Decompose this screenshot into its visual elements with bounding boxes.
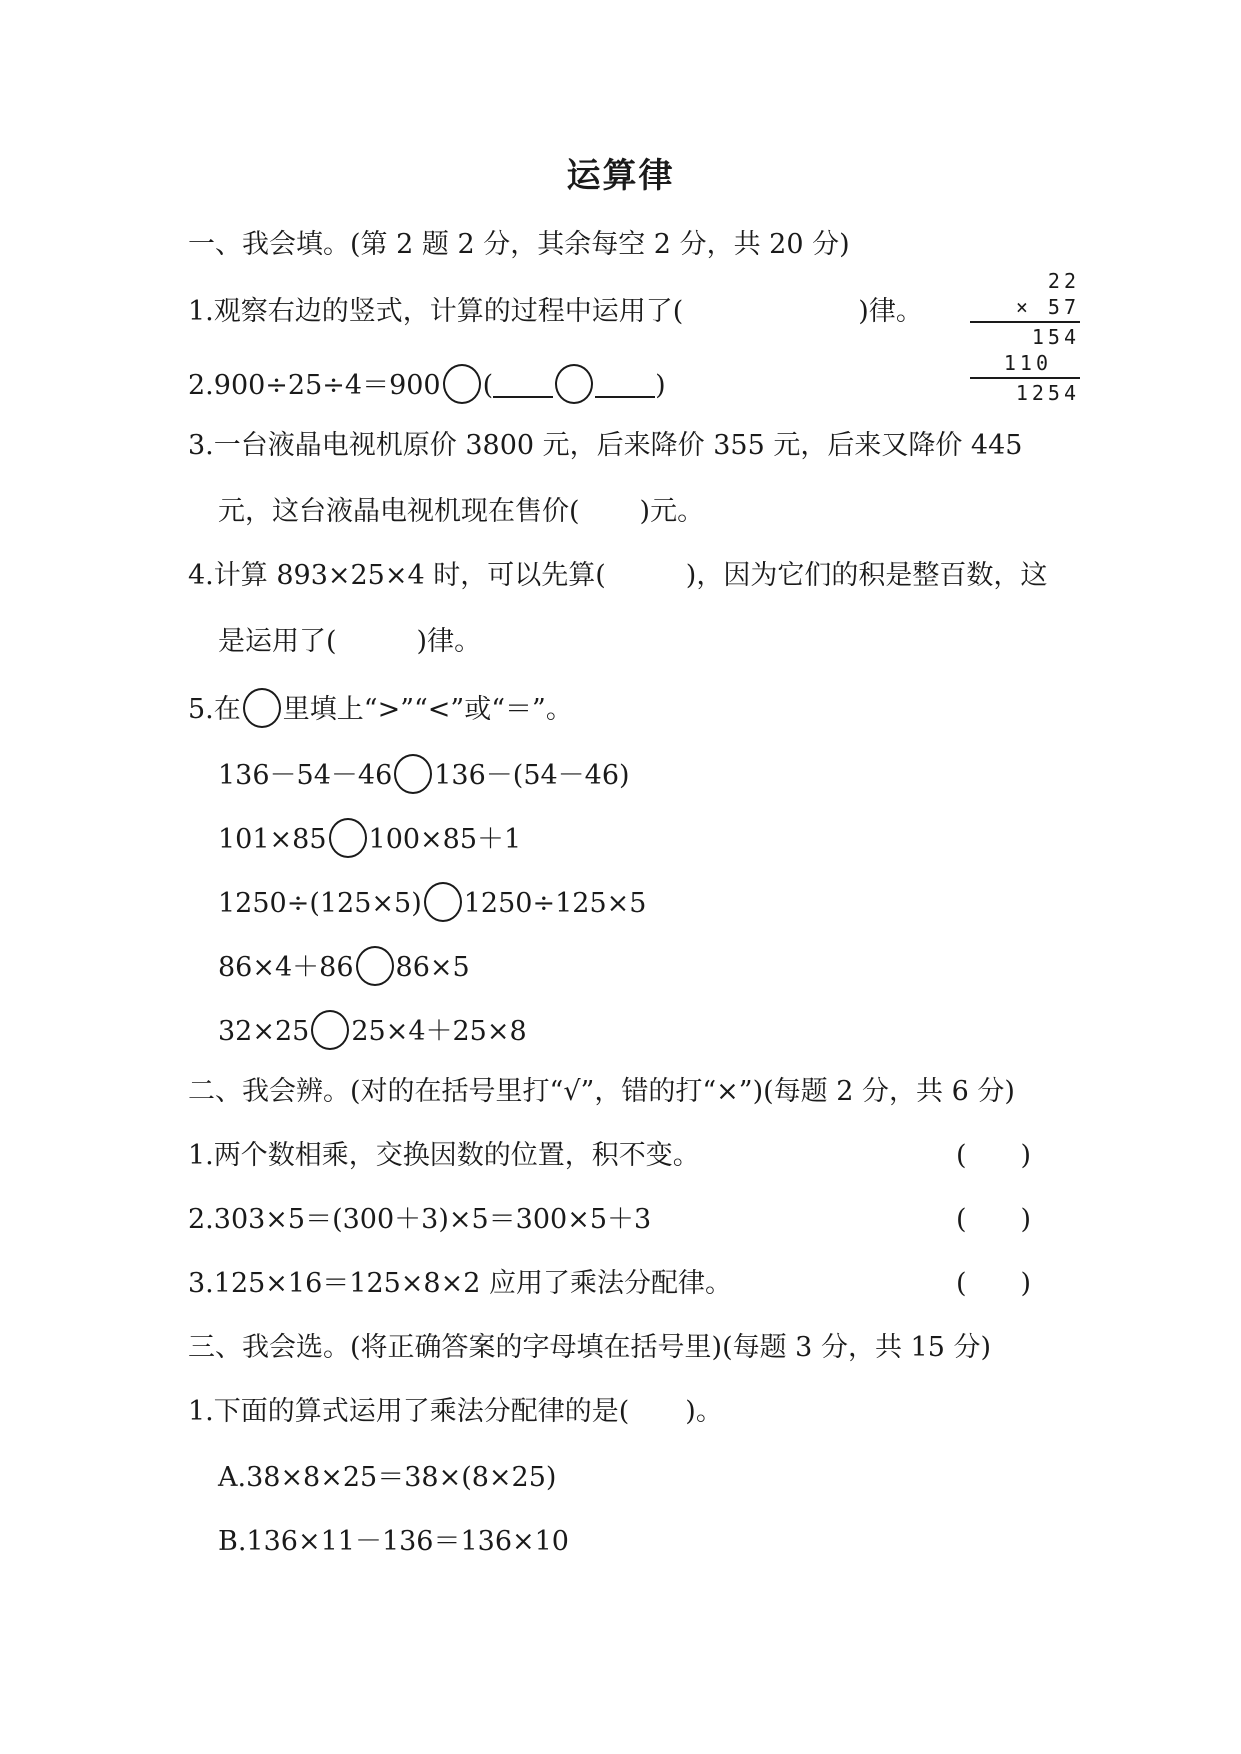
compare-circle[interactable] — [311, 1010, 349, 1050]
q3-1-text-pre: 1.下面的算式运用了乘法分配律的是( — [188, 1396, 630, 1427]
question-3-1 — [188, 1392, 723, 1432]
question-1-2 — [188, 364, 666, 406]
q1-2-circle-2[interactable] — [555, 364, 593, 404]
option-a[interactable]: A.38×8×25＝38×(8×25) — [218, 1462, 557, 1493]
vertical-rule-2 — [970, 377, 1080, 379]
compare-item — [218, 882, 646, 924]
q1-3-line-1: 3.一台液晶电视机原价 3800 元，后来降价 355 元，后来又降价 445 — [188, 430, 1023, 461]
compare-left: 1250÷(125×5) — [218, 888, 422, 919]
compare-right: 136－(54－46) — [434, 760, 630, 791]
q1-3-text-post: )元。 — [639, 496, 705, 527]
q1-5-text-pre: 5.在 — [188, 694, 241, 725]
q3-1-text-post: )。 — [685, 1396, 723, 1427]
section-3-heading: 三、我会选。(将正确答案的字母填在括号里)(每题 3 分，共 15 分) — [188, 1332, 991, 1363]
q1-5-circle-sample — [243, 688, 281, 728]
compare-circle[interactable] — [424, 882, 462, 922]
section-1-heading: 一、我会填。(第 2 题 2 分，其余每空 2 分，共 20 分) — [188, 229, 850, 260]
q1-4-text-post: )，因为它们的积是整百数，这 — [685, 560, 1048, 591]
judge-item-1: 1.两个数相乘，交换因数的位置，积不变。 — [188, 1140, 700, 1171]
compare-left: 136－54－46 — [218, 760, 393, 791]
judge-answer-box-3[interactable]: ( ) — [956, 1268, 1032, 1299]
q1-2-text: 2.900÷25÷4＝900 — [188, 370, 441, 401]
q1-2-blank-2[interactable] — [595, 368, 655, 398]
q1-2-circle-1[interactable] — [443, 364, 481, 404]
compare-left: 86×4＋86 — [218, 952, 354, 983]
q1-3-text-pre: 元，这台液晶电视机现在售价( — [218, 496, 580, 527]
compare-right: 1250÷125×5 — [463, 888, 647, 919]
q1-2-blank-1[interactable] — [493, 368, 553, 398]
q1-5-text-post: 里填上“>”“<”或“＝”。 — [282, 694, 573, 725]
compare-item — [218, 754, 630, 796]
q1-2-open-paren: ( — [482, 370, 494, 401]
compare-item — [218, 946, 470, 988]
q1-3-line-2 — [218, 492, 704, 532]
compare-circle[interactable] — [329, 818, 367, 858]
compare-right: 86×5 — [395, 952, 470, 983]
compare-right: 25×4＋25×8 — [351, 1016, 527, 1047]
question-1-1 — [188, 292, 923, 332]
compare-item — [218, 1010, 527, 1052]
q1-4-line-1 — [188, 556, 1047, 596]
judge-answer-box-2[interactable]: ( ) — [956, 1204, 1032, 1235]
vertical-partial-2: 110 — [1003, 351, 1052, 375]
option-b[interactable]: B.136×11－136＝136×10 — [218, 1526, 569, 1557]
vertical-partial-1: 154 — [1031, 325, 1080, 349]
q1-4-line-2-post: )律。 — [416, 626, 482, 657]
vertical-multiplicand: 22 — [1047, 269, 1080, 293]
page-title: 运算律 — [566, 156, 675, 196]
q1-4-line-2 — [218, 622, 481, 662]
q1-4-text-pre: 4.计算 893×25×4 时，可以先算( — [188, 560, 606, 591]
q1-2-close-paren: ) — [655, 370, 666, 401]
judge-answer-box-1[interactable]: ( ) — [956, 1140, 1032, 1171]
judge-item-3: 3.125×16＝125×8×2 应用了乘法分配律。 — [188, 1268, 732, 1299]
judge-item-2: 2.303×5＝(300＋3)×5＝300×5＋3 — [188, 1204, 652, 1235]
vertical-multiplication — [960, 268, 1080, 406]
compare-right: 100×85＋1 — [368, 824, 522, 855]
compare-left: 101×85 — [218, 824, 327, 855]
section-2-heading: 二、我会辨。(对的在括号里打“√”，错的打“×”)(每题 2 分，共 6 分) — [188, 1076, 1015, 1107]
compare-item — [218, 818, 521, 860]
compare-left: 32×25 — [218, 1016, 310, 1047]
vertical-result: 1254 — [1015, 381, 1080, 405]
compare-circle[interactable] — [356, 946, 394, 986]
question-1-5 — [188, 688, 573, 730]
q1-4-line-2-pre: 是运用了( — [218, 626, 337, 657]
compare-circle[interactable] — [394, 754, 432, 794]
vertical-multiplier: × 57 — [1015, 295, 1080, 319]
q1-1-text-post: )律。 — [858, 296, 923, 327]
q1-1-text-pre: 1.观察右边的竖式，计算的过程中运用了( — [188, 296, 684, 327]
vertical-rule-1 — [970, 321, 1080, 323]
